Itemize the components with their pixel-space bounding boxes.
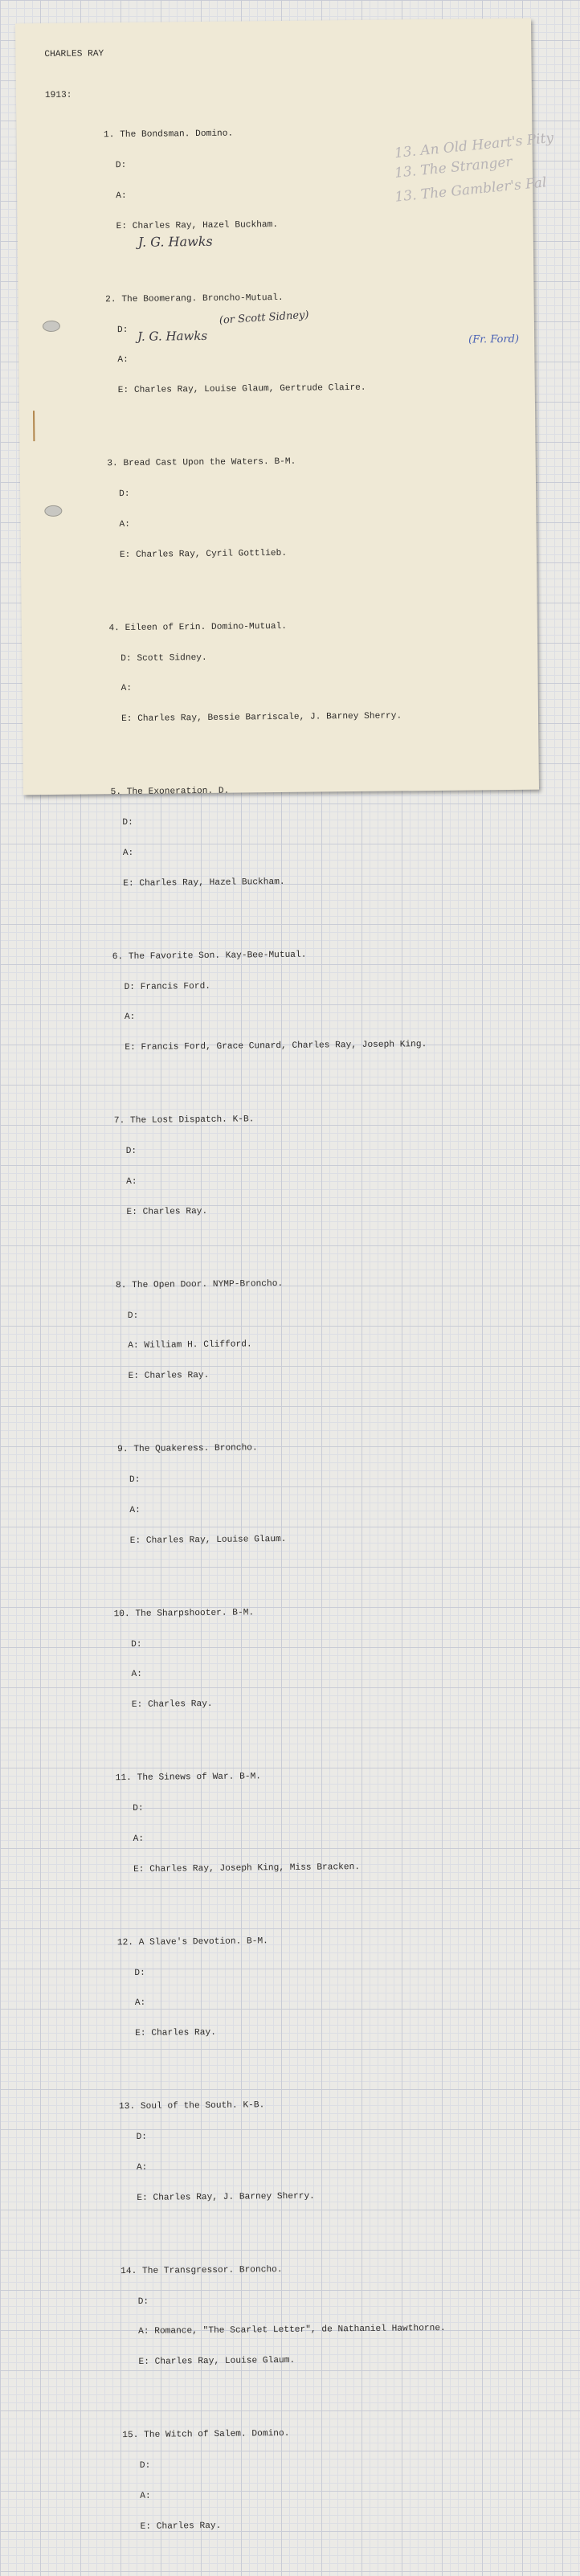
entry-cast: E: Charles Ray, Hazel Buckham. bbox=[123, 877, 285, 889]
entry-title: The Exoneration. D. bbox=[126, 787, 230, 798]
entry-cast: E: Charles Ray, Louise Glaum, Gertrude Claire. bbox=[117, 383, 366, 396]
entry-cast: E: Charles Ray, Louise Glaum. bbox=[138, 2356, 296, 2368]
entry-director: D: bbox=[136, 2132, 148, 2143]
handwritten-annotation: J. G. Hawks bbox=[137, 328, 208, 344]
entry-number: 7. bbox=[113, 1116, 125, 1126]
list-item bbox=[104, 1093, 435, 1238]
list-item bbox=[105, 1257, 436, 1403]
entry-number: 8. bbox=[115, 1280, 127, 1291]
list-item bbox=[117, 2407, 448, 2553]
entry-cast: E: Charles Ray. bbox=[135, 2028, 216, 2039]
entry-cast: E: Charles Ray. bbox=[131, 1699, 213, 1711]
punch-hole bbox=[43, 321, 60, 332]
entry-number: 15. bbox=[122, 2431, 139, 2441]
entry-number: 2. bbox=[105, 294, 116, 305]
entry-number: 14. bbox=[120, 2266, 137, 2277]
entry-cast: E: Charles Ray. bbox=[140, 2521, 222, 2532]
list-item bbox=[95, 272, 426, 417]
faint-handwritten-note: 13. The Gambler's Pal bbox=[394, 174, 548, 206]
document-sheet bbox=[15, 18, 554, 2532]
entry-number: 5. bbox=[110, 787, 122, 798]
entry-author: A: bbox=[136, 2162, 148, 2173]
list-item bbox=[112, 1915, 443, 2060]
entry-author: A: bbox=[120, 684, 133, 694]
entry-director: D: bbox=[139, 2460, 151, 2472]
entry-number: 11. bbox=[115, 1773, 132, 1784]
entry-author: A: bbox=[129, 1505, 141, 1515]
entry-title: The Witch of Salem. Domino. bbox=[144, 2429, 290, 2441]
entry-author: A: Romance, "The Scarlet Letter", de Nathaniel Hawthorne. bbox=[138, 2324, 446, 2337]
handwritten-annotation: (Fr. Ford) bbox=[468, 333, 520, 346]
entry-director: D: bbox=[137, 2296, 149, 2307]
entry-title: The Transgressor. Broncho. bbox=[141, 2264, 283, 2276]
entry-director: D: bbox=[127, 1310, 139, 1321]
entry-title: The Quakeress. Broncho. bbox=[133, 1443, 258, 1455]
entry-cast: E: Charles Ray, Cyril Gottlieb. bbox=[119, 548, 288, 560]
entry-director: D: bbox=[116, 325, 129, 335]
entry-cast: E: Francis Ford, Grace Cunard, Charles Ray, Joseph King. bbox=[125, 1040, 427, 1053]
list-item bbox=[116, 2243, 447, 2389]
staple-mark bbox=[33, 411, 39, 441]
entry-cast: E: Charles Ray, Hazel Buckham. bbox=[116, 219, 279, 231]
entry-number: 12. bbox=[116, 1937, 134, 1948]
entry-number: 1. bbox=[103, 130, 115, 141]
entry-number: 9. bbox=[117, 1445, 129, 1455]
entry-author: A: William H. Clifford. bbox=[128, 1339, 252, 1351]
entry-title: The Sharpshooter. B-M. bbox=[135, 1608, 255, 1619]
entry-title: A Slave's Devotion. B-M. bbox=[138, 1936, 268, 1948]
entry-author: A: bbox=[126, 1176, 137, 1187]
entry-author: A: bbox=[117, 355, 129, 366]
entry-title: The Bondsman. Domino. bbox=[120, 129, 234, 141]
entry-author: A: bbox=[119, 519, 131, 530]
entry-title: The Sinews of War. B-M. bbox=[137, 1772, 262, 1784]
entry-number: 3. bbox=[107, 459, 118, 469]
entry-number: 4. bbox=[108, 623, 120, 634]
entry-cast: E: Charles Ray, J. Barney Sherry. bbox=[137, 2191, 315, 2203]
list-item bbox=[108, 1586, 439, 1732]
entry-title: The Open Door. NYMP-Broncho. bbox=[132, 1278, 284, 1290]
entry-cast: E: Charles Ray. bbox=[126, 1206, 208, 1217]
filmography-list bbox=[93, 87, 448, 2575]
document-header: CHARLES RAY bbox=[44, 49, 104, 60]
entry-director: D: bbox=[129, 1475, 141, 1486]
entry-title: The Lost Dispatch. K-B. bbox=[129, 1114, 255, 1126]
list-item bbox=[93, 107, 424, 252]
entry-title: Bread Cast Upon the Waters. B-M. bbox=[123, 457, 296, 469]
entry-director: D: bbox=[125, 1147, 137, 1157]
entry-author: A: bbox=[131, 1670, 143, 1680]
list-item bbox=[102, 929, 433, 1074]
entry-cast: E: Charles Ray. bbox=[128, 1371, 210, 1382]
faint-handwritten-note: 13. An Old Heart's Pity bbox=[394, 129, 554, 162]
year-label: 1913: bbox=[44, 90, 72, 101]
handwritten-annotation: (or Scott Sidney) bbox=[219, 309, 309, 327]
entry-director: D: Scott Sidney. bbox=[120, 652, 207, 664]
faint-handwritten-note: 13. The Stranger bbox=[394, 153, 513, 182]
entry-author: A: bbox=[116, 190, 127, 202]
entry-director: D: bbox=[119, 489, 130, 500]
entry-author: A: bbox=[140, 2491, 151, 2501]
entry-cast: E: Charles Ray, Joseph King, Miss Bracken. bbox=[133, 1862, 361, 1875]
list-item bbox=[114, 2079, 445, 2224]
entry-director: D: bbox=[134, 1968, 145, 1978]
list-item bbox=[100, 764, 431, 910]
entry-title: The Boomerang. Broncho-Mutual. bbox=[121, 292, 284, 305]
entry-author: A: bbox=[122, 848, 134, 858]
entry-author: A: bbox=[133, 1834, 145, 1844]
list-item bbox=[107, 1421, 438, 1567]
entry-title: The Favorite Son. Kay-Bee-Mutual. bbox=[128, 950, 307, 962]
list-item bbox=[96, 435, 427, 581]
entry-director: D: Francis Ford. bbox=[124, 981, 211, 992]
entry-director: D: bbox=[133, 1803, 144, 1814]
entry-title: Soul of the South. K-B. bbox=[140, 2100, 265, 2112]
entry-number: 6. bbox=[112, 951, 124, 963]
entry-author: A: bbox=[124, 1012, 136, 1023]
list-item bbox=[99, 600, 430, 746]
entry-director: D: bbox=[131, 1639, 142, 1650]
entry-title: Eileen of Erin. Domino-Mutual. bbox=[125, 621, 288, 633]
entry-director: D: bbox=[122, 818, 133, 828]
entry-number: 13. bbox=[118, 2102, 136, 2112]
handwritten-annotation: J. G. Hawks bbox=[137, 233, 213, 250]
entry-cast: E: Charles Ray, Bessie Barriscale, J. Barney Sherry. bbox=[121, 711, 402, 725]
list-item bbox=[111, 1750, 442, 1895]
entry-cast: E: Charles Ray, Louise Glaum. bbox=[129, 1534, 287, 1546]
punch-hole bbox=[44, 505, 62, 517]
entry-author: A: bbox=[134, 1998, 146, 2009]
entry-number: 10. bbox=[113, 1609, 130, 1620]
entry-director: D: bbox=[115, 161, 127, 171]
